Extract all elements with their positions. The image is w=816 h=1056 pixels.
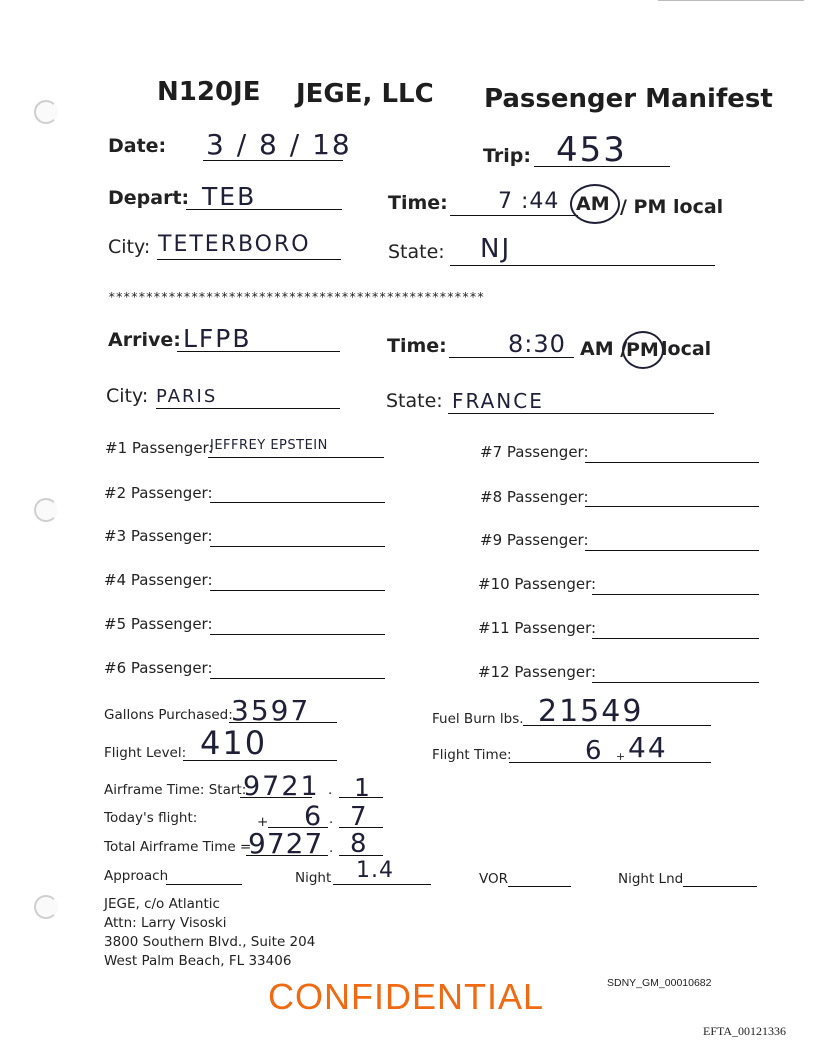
arrive-am: AM / [580, 338, 628, 360]
depart-city-line [157, 259, 341, 260]
depart-pm-local: / PM local [620, 196, 724, 218]
depart-state-value: NJ [480, 234, 512, 264]
trip-value: 453 [556, 130, 627, 170]
page-title: Passenger Manifest [484, 84, 773, 114]
approach-line [166, 884, 242, 885]
top-edge-line [658, 0, 804, 1]
passenger-1-line [208, 457, 384, 458]
passenger-1-label: #1 Passenger: [105, 439, 214, 457]
depart-state-line [450, 265, 715, 266]
depart-time-value: 7 :44 [498, 189, 560, 214]
arrive-label: Arrive: [108, 329, 181, 351]
arrive-state-value: FRANCE [452, 389, 544, 413]
gallons-value: 3597 [231, 694, 311, 727]
airframe-start-whole: 9721 [243, 771, 320, 802]
depart-value: TEB [202, 182, 257, 211]
arrive-city-value: PARIS [156, 386, 218, 407]
total-airframe-tenth: 8 [350, 829, 369, 859]
passenger-1-value: JEFFREY EPSTEIN [210, 438, 328, 453]
arrive-value: LFPB [183, 324, 252, 353]
efta-number: EFTA_00121336 [703, 1024, 787, 1038]
arrive-local: local [661, 338, 712, 360]
passenger-5-line [210, 634, 385, 635]
separator-stars: ************************************************** [108, 289, 485, 304]
depart-city-label: City: [108, 236, 151, 258]
flight-level-value: 410 [200, 724, 268, 762]
passenger-7-label: #7 Passenger: [480, 443, 589, 461]
depart-time-line [450, 215, 578, 216]
depart-state-label: State: [388, 241, 445, 263]
arrive-time-value: 8:30 [508, 330, 566, 358]
passenger-6-line [210, 678, 385, 679]
passenger-8-line [585, 506, 759, 507]
arrive-city-line [156, 408, 340, 409]
depart-time-label: Time: [388, 192, 448, 214]
flight-level-label: Flight Level: [104, 745, 187, 761]
passenger-5-label: #5 Passenger: [104, 615, 213, 633]
tail-number: N120JE [157, 77, 261, 107]
company-name: JEGE, LLC [296, 79, 434, 109]
night-lnd-line [683, 886, 757, 887]
passenger-12-label: #12 Passenger: [478, 663, 597, 681]
flight-time-label: Flight Time: [432, 747, 512, 763]
gallons-label: Gallons Purchased: [104, 707, 233, 723]
passenger-6-label: #6 Passenger: [104, 659, 213, 677]
address-line-3: 3800 Southern Blvd., Suite 204 [104, 934, 316, 950]
flight-time-line [509, 762, 711, 763]
depart-label: Depart: [108, 187, 190, 209]
night-value: 1.4 [356, 858, 394, 883]
todays-flight-label: Today's flight: [104, 810, 198, 826]
total-airframe-label: Total Airframe Time = [104, 839, 252, 855]
passenger-4-line [210, 590, 385, 591]
passenger-9-line [585, 550, 759, 551]
vor-label: VOR [479, 871, 509, 887]
depart-am: AM [576, 193, 610, 215]
approach-label: Approach [104, 868, 169, 884]
arrive-state-label: State: [386, 390, 443, 412]
passenger-2-line [210, 502, 385, 503]
flight-time-separator: + [616, 750, 626, 763]
date-label: Date: [108, 135, 167, 157]
todays-flight-whole: 6 [304, 801, 324, 832]
passenger-7-line [585, 462, 759, 463]
passenger-9-label: #9 Passenger: [480, 531, 589, 549]
binder-hole-top [34, 100, 58, 124]
airframe-start-dot: . [328, 782, 333, 798]
arrive-state-line [448, 413, 714, 414]
flight-time-hours: 6 [585, 736, 604, 766]
address-line-1: JEGE, c/o Atlantic [104, 896, 220, 912]
passenger-4-label: #4 Passenger: [104, 571, 213, 589]
date-value: 3 / 8 / 18 [206, 128, 352, 161]
todays-flight-plus: + [257, 814, 269, 830]
arrive-pm: PM [626, 339, 659, 361]
confidential-stamp: CONFIDENTIAL [268, 976, 545, 1017]
passenger-2-label: #2 Passenger: [104, 484, 213, 502]
bates-number: SDNY_GM_00010682 [607, 977, 712, 989]
passenger-8-label: #8 Passenger: [480, 488, 589, 506]
passenger-11-line [592, 638, 759, 639]
passenger-11-label: #11 Passenger: [478, 619, 597, 637]
night-label: Night [295, 870, 332, 886]
total-airframe-dot: . [329, 840, 334, 856]
binder-hole-bottom [34, 895, 58, 919]
todays-flight-dot: . [329, 811, 334, 827]
night-line [333, 884, 431, 885]
passenger-3-label: #3 Passenger: [104, 527, 213, 545]
arrive-time-label: Time: [387, 335, 447, 357]
night-lnd-label: Night Lnd [618, 871, 684, 887]
address-line-2: Attn: Larry Visoski [104, 915, 227, 931]
vor-line [508, 886, 571, 887]
passenger-10-label: #10 Passenger: [478, 575, 597, 593]
todays-flight-tenth: 7 [350, 802, 369, 832]
fuel-burn-value: 21549 [538, 694, 644, 729]
passenger-3-line [210, 546, 385, 547]
airframe-start-label: Airframe Time: Start: [104, 782, 247, 798]
flight-time-minutes: 44 [628, 731, 668, 764]
passenger-12-line [592, 682, 759, 683]
airframe-start-tenth: 1 [354, 773, 372, 802]
fuel-burn-label: Fuel Burn lbs. [432, 711, 524, 727]
trip-label: Trip: [483, 145, 531, 167]
arrive-city-label: City: [106, 385, 149, 407]
passenger-10-line [592, 594, 759, 595]
depart-city-value: TETERBORO [158, 232, 311, 257]
binder-hole-middle [34, 498, 58, 522]
total-airframe-whole: 9727 [248, 827, 324, 860]
address-line-4: West Palm Beach, FL 33406 [104, 953, 292, 969]
